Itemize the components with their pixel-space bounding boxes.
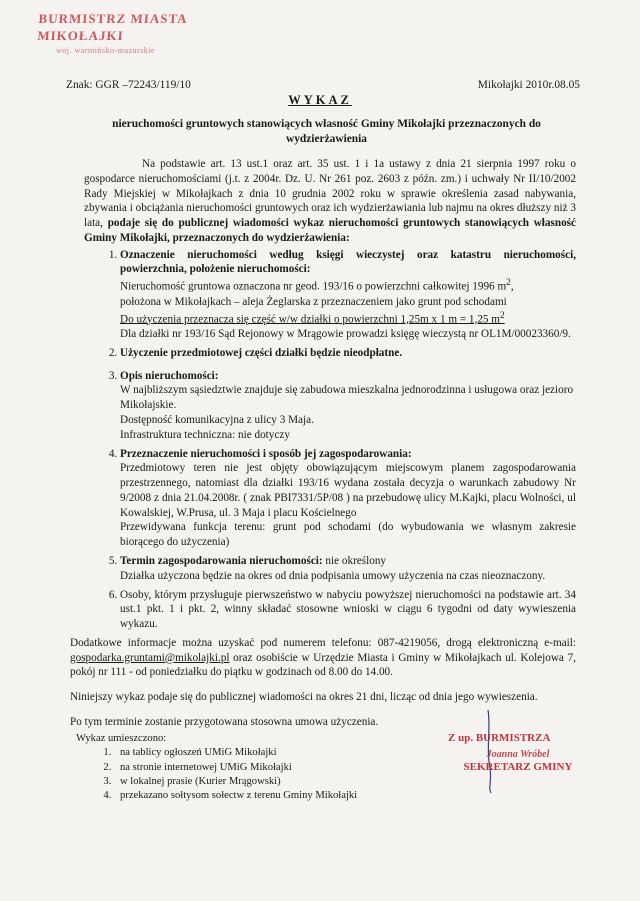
item-text: Infrastruktura techniczna: nie dotyczy bbox=[120, 428, 290, 441]
intro-bold: podaje się do publicznej wiadomości wykaz nieruchomości gruntowych stanowiących własność Gminy Mikołajki, przeznaczonych do wydzierżawienia: bbox=[84, 217, 576, 244]
item-heading: 2. Użyczenie przedmiotowej części działki będzie nieodpłatne. bbox=[120, 346, 403, 359]
item-heading: Termin zagospodarowania nieruchomości: bbox=[120, 555, 323, 567]
office-stamp bbox=[36, 10, 223, 56]
contact-text: Dodatkowe informacje można uzyskać pod numerem telefonu: 087-4219056, drogą elektroniczną e-mail: bbox=[70, 636, 576, 649]
list-item bbox=[120, 346, 576, 361]
item-text: nie określony bbox=[322, 555, 387, 567]
item-text: Przewidywana funkcja terenu: grunt pod schodami (do wybudowania we własnym zakresie biorącego do użyczenia) bbox=[120, 521, 576, 549]
final-paragraph: Po tym terminie zostanie przygotowana stosowna umowa użyczenia. bbox=[70, 716, 379, 729]
list-item: 3. w lokalnej prasie (Kurier Mrągowski) bbox=[114, 775, 357, 789]
intro-text: Na podstawie art. 13 ust.1 oraz art. 35 ust. 1 i 1a ustawy z dnia 21 sierpnia 1997 roku o gospodarce nieruchomościami (j.t. z 2004r. Dz. U. Nr 261 poz. 2603 z późn. zm.) i uchwały Nr II/10/2002 Rady Miejskiej w Mikołajkach z dnia 10 grudnia 2002 roku w sprawie określenia zasad nabywania, zbywania i obciążania nieruchomości gruntowych oraz ich wydzierżawiania lub najmu na okres dłuższy niż 3 lata, bbox=[84, 158, 576, 230]
items-list bbox=[84, 248, 576, 632]
superscript: 2 bbox=[506, 278, 511, 289]
stamp-line-1: BURMISTRZ MIASTA MIKOŁAJKI bbox=[36, 11, 188, 44]
placement-title: Wykaz umieszczono: bbox=[76, 733, 167, 744]
document-body bbox=[70, 157, 576, 740]
document-subtitle: nieruchomości gruntowych stanowiących własność Gminy Mikołajki przeznaczonych do wydzierżawienia bbox=[112, 118, 541, 146]
list-item bbox=[120, 447, 576, 550]
placement-list bbox=[76, 732, 357, 803]
item-heading: 3. Opis nieruchomości: bbox=[120, 369, 219, 382]
item-text: Dla działki nr 193/16 Sąd Rejonowy w Mrągowie prowadzi księgę wieczystą nr OL1M/00023360/9. bbox=[120, 328, 571, 341]
superscript: 2 bbox=[500, 310, 505, 321]
list-item: 4. przekazano sołtysom sołectw z terenu Gminy Mikołajki bbox=[114, 789, 357, 803]
document-date: Mikołajki 2010r.08.05 bbox=[477, 79, 580, 91]
item-text: Nieruchomość gruntowa oznaczona nr geod. 193/16 o powierzchni całkowitej 1996 m bbox=[120, 280, 507, 293]
list-item bbox=[120, 588, 576, 632]
item-text: Do użyczenia przeznacza się część w/w działki o powierzchni 1,25m x 1 m = 1,25 m bbox=[120, 313, 501, 326]
signature-line-1: Z up. BURMISTRZA bbox=[448, 732, 551, 744]
signature-line-3: SEKRETARZ GMINY bbox=[463, 760, 573, 773]
item-heading: 1. Oznaczenie nieruchomości według księgi wieczystej oraz katastru nieruchomości, powierzchnia, położenie nieruchomości: bbox=[120, 248, 576, 276]
period-paragraph: Niniejszy wykaz podaje się do publicznej wiadomości na okres 21 dni, licząc od dnia jego wywieszenia. bbox=[70, 691, 538, 704]
item-text: W najbliższym sąsiedztwie znajduje się zabudowa mieszkalna jednorodzinna i usługowa oraz jezioro Mikołajskie. bbox=[120, 384, 574, 412]
contact-paragraph bbox=[70, 636, 576, 680]
reference-number: Znak: GGR –72243/119/10 bbox=[66, 79, 191, 91]
item-text: położona w Mikołajkach – aleja Żeglarska z przeznaczeniem jako grunt pod schodami bbox=[120, 295, 507, 308]
list-item bbox=[120, 554, 576, 584]
item-text: Dostępność komunikacyjna z ulicy 3 Maja. bbox=[120, 413, 314, 426]
list-item: 2. na stronie internetowej UMiG Mikołajki bbox=[114, 761, 357, 775]
list-item bbox=[120, 248, 576, 342]
stamp-line-2: woj. warmińsko-mazurskie bbox=[56, 46, 156, 56]
signature-name: Joanna Wróbel bbox=[486, 748, 550, 760]
item-text: Działka użyczona będzie na okres od dnia podpisania umowy użyczenia na czas nieoznaczony. bbox=[120, 569, 546, 582]
item-text: 6. Osoby, którym przysługuje pierwszeństwo w nabyciu powyższej nieruchomości na podstawie art. 34 ust.1 pkt. 1 i pkt. 2, winny składać stosowne wnioski w ciągu 6 tygodni od daty wywieszenia wykazu. bbox=[120, 588, 576, 631]
list-item bbox=[120, 369, 576, 443]
item-text: , bbox=[510, 280, 514, 293]
signature-stamp bbox=[448, 731, 588, 774]
item-heading: 4. Przeznaczenie nieruchomości i sposób jej zagospodarowania: bbox=[120, 447, 412, 460]
list-item: 1. na tablicy ogłoszeń UMiG Mikołajki bbox=[114, 746, 357, 760]
item-text: Przedmiotowy teren nie jest objęty obowiązującym miejscowym planem zagospodarowania przestrzennego, natomiast dla działki 193/16 wydana została decyzja o warunkach zabudowy Nr 9/2008 z dnia 21.04.2008r. ( znak PBI7331/5P/08 ) na przebudowę ulicy M.Kajki, placu Wolności, ul Kowalskiej, W.Prusa, ul. 3 Maja i placu Kościelnego bbox=[120, 462, 576, 519]
contact-text: oraz osobiście w Urzędzie Miasta i Gminy w Mikołajkach ul. Kolejowa 7, pokój nr 111 - od poniedziałku do piątku w godzinach od 8.00 do 14.00. bbox=[70, 651, 576, 679]
email-link[interactable]: gospodarka.gruntami@mikolajki.pl bbox=[70, 651, 230, 664]
document-title: WYKAZ bbox=[288, 93, 352, 107]
intro-paragraph bbox=[84, 157, 576, 246]
